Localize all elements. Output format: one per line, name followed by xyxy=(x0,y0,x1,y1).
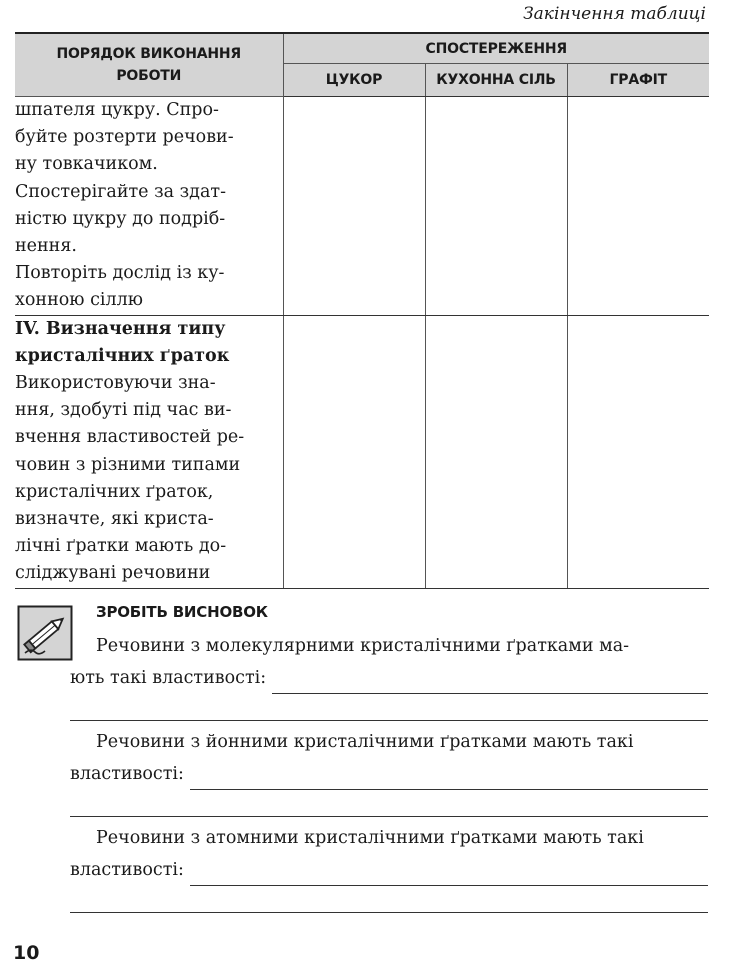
procedure-line: вчення властивостей ре- xyxy=(15,427,245,448)
step-title-line: кристалічних ґраток xyxy=(15,345,230,366)
observation-cell-graphite[interactable] xyxy=(567,97,709,316)
column-header-sugar: ЦУКОР xyxy=(283,64,425,97)
table-row xyxy=(15,315,709,588)
procedure-line: шпателя цукру. Спро- xyxy=(15,100,219,120)
table-continuation-label: Закінчення таблиці xyxy=(523,4,706,24)
procedure-cell xyxy=(15,315,283,588)
procedure-line: визначте, які криста- xyxy=(15,509,214,530)
column-header-observations: СПОСТЕРЕЖЕННЯ xyxy=(283,33,709,64)
conclusion-text: ють такі властивості: xyxy=(70,668,267,688)
column-header-procedure-text: ПОРЯДОК ВИКОНАННЯ РОБОТИ xyxy=(56,46,241,84)
column-header-graphite: ГРАФІТ xyxy=(567,64,709,97)
observation-table xyxy=(15,32,709,589)
observation-cell-sugar[interactable] xyxy=(283,97,425,316)
procedure-line: Спостерігайте за здат- xyxy=(15,181,226,202)
procedure-line: човин з різними типами xyxy=(15,454,241,475)
procedure-line: ння, здобуті під час ви- xyxy=(15,400,232,421)
conclusion-text: властивості: xyxy=(70,860,184,880)
answer-line[interactable] xyxy=(272,671,708,694)
answer-line-row xyxy=(70,758,708,790)
step-title-line: IV. Визначення типу xyxy=(15,318,226,339)
column-header-salt: КУХОННА СІЛЬ xyxy=(425,64,567,97)
conclusion-text: Речовини з атомними кристалічними ґратками мають такі xyxy=(96,828,644,848)
table-row xyxy=(15,97,709,316)
observation-cell-salt[interactable] xyxy=(425,315,567,588)
procedure-cell xyxy=(15,97,283,316)
observation-cell-graphite[interactable] xyxy=(567,315,709,588)
procedure-line: нення. xyxy=(15,236,77,257)
procedure-line: сліджувані речовини xyxy=(15,563,211,584)
answer-line[interactable] xyxy=(190,863,708,886)
conclusion-item-molecular xyxy=(70,630,708,721)
answer-line[interactable] xyxy=(70,886,708,913)
procedure-line: буйте розтерти речови- xyxy=(15,127,234,148)
conclusion-item-atomic xyxy=(70,822,708,913)
pencil-writing-icon xyxy=(17,605,73,661)
procedure-line: хонною сіллю xyxy=(15,290,143,311)
procedure-line: Використовуючи зна- xyxy=(15,373,216,394)
answer-line-row xyxy=(70,662,708,694)
procedure-line: лічні ґратки мають до- xyxy=(15,536,227,557)
conclusion-item-ionic xyxy=(70,726,708,817)
column-header-procedure xyxy=(15,33,283,97)
conclusion-heading: ЗРОБІТЬ ВИСНОВОК xyxy=(96,603,268,621)
procedure-line: ністю цукру до подріб- xyxy=(15,208,226,229)
answer-line-row xyxy=(70,854,708,886)
procedure-line: кристалічних ґраток, xyxy=(15,481,214,502)
conclusion-text: Речовини з молекулярними кристалічними ґратками ма- xyxy=(96,636,630,656)
conclusion-text: властивості: xyxy=(70,764,184,784)
answer-line[interactable] xyxy=(70,694,708,721)
observation-cell-sugar[interactable] xyxy=(283,315,425,588)
procedure-line: ну товкачиком. xyxy=(15,154,158,175)
answer-line[interactable] xyxy=(70,790,708,817)
observation-cell-salt[interactable] xyxy=(425,97,567,316)
conclusion-text: Речовини з йонними кристалічними ґратками мають такі xyxy=(96,732,634,752)
procedure-line: Повторіть дослід із ку- xyxy=(15,263,225,284)
page-number: 10 xyxy=(13,942,40,964)
answer-line[interactable] xyxy=(190,767,708,790)
